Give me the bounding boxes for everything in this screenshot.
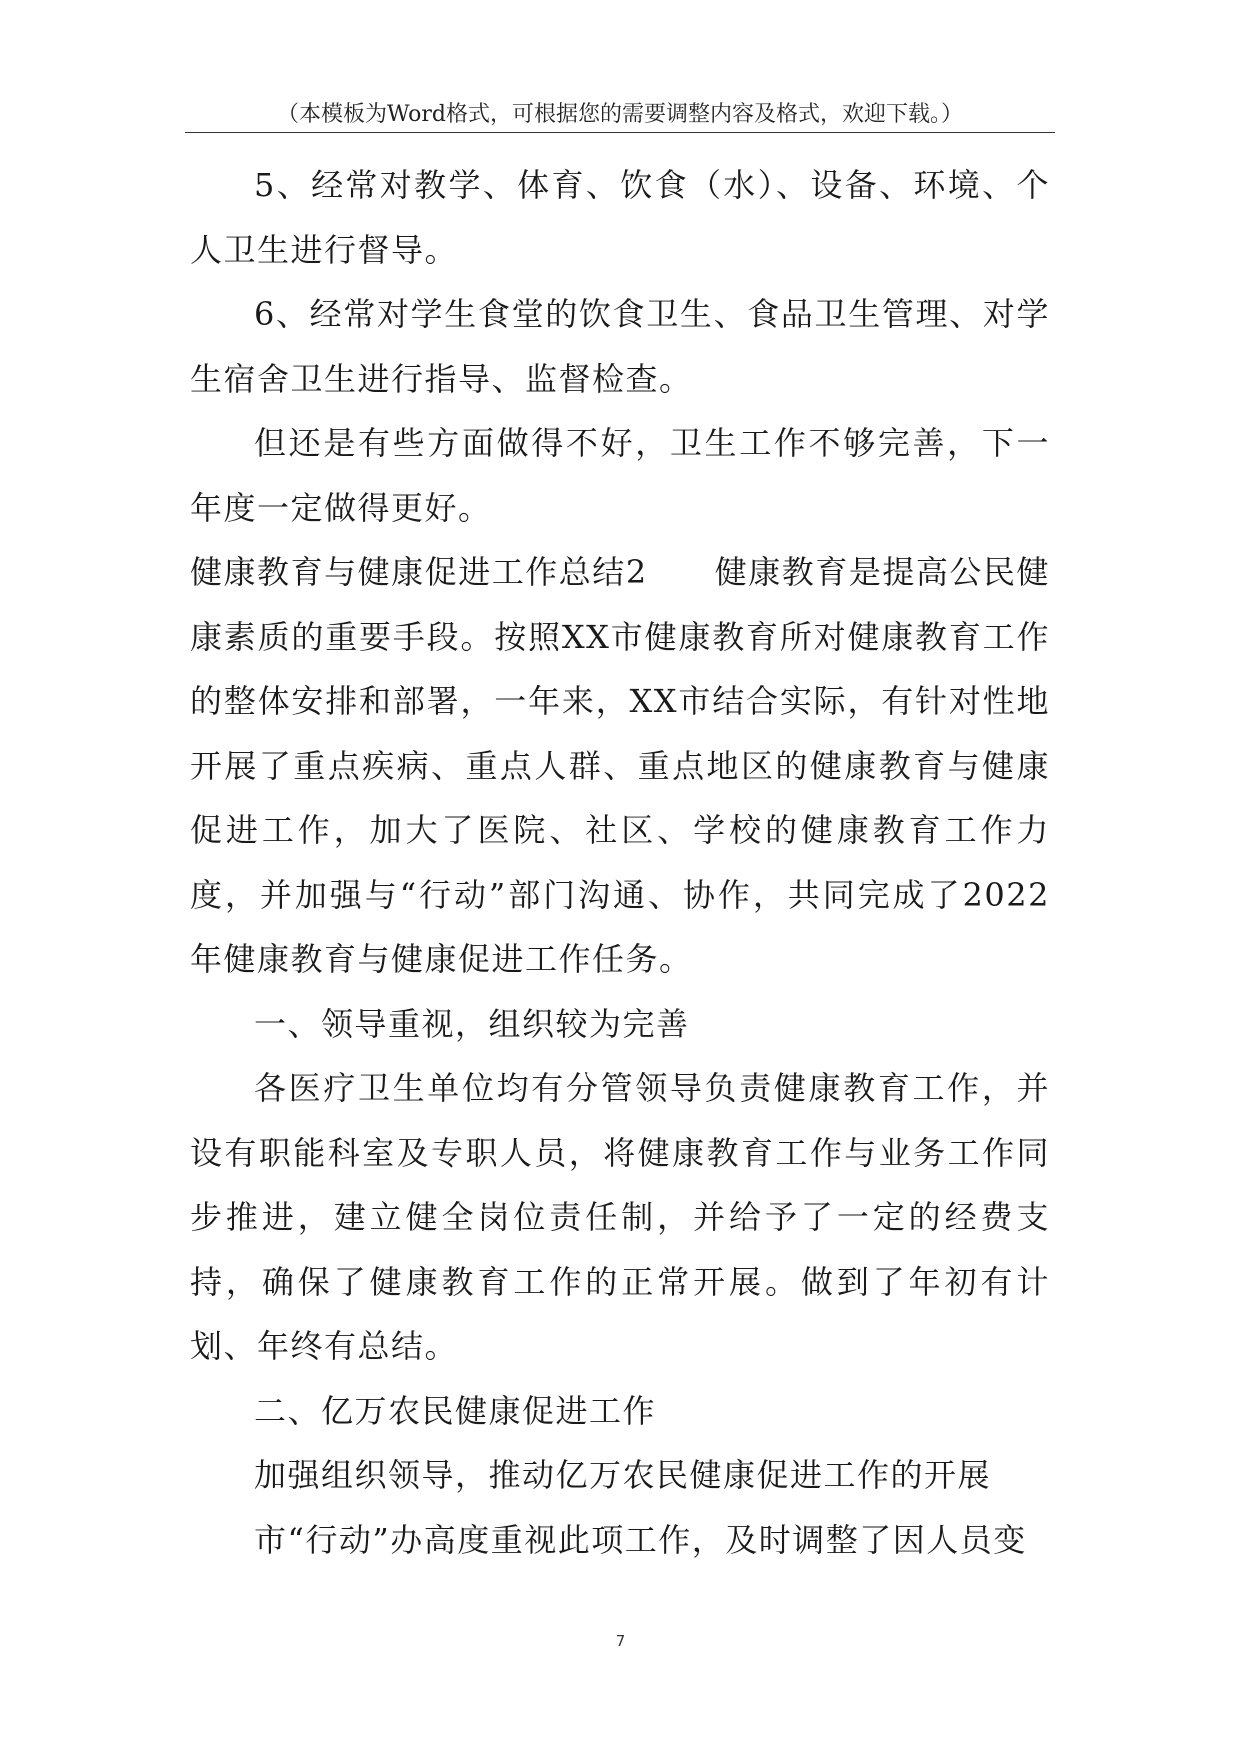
- section-heading: 二、亿万农民健康促进工作: [254, 1391, 657, 1430]
- section-title-paragraph: 健康教育与健康促进工作总结2 健康教育是提高公民健康素质的重要手段。按照XX市健康教育所对健康教育工作的整体安排和部署，一年来，XX市结合实际，有针对性地开展了重点疾病、重点人群、重点地区的健康教育与健康促进工作，加大了医院、社区、学校的健康教育工作力度，并加强与“行动”部门沟通、协作，共同完成了2022年健康教育与健康促进工作任务。: [190, 553, 1050, 978]
- paragraph: 加强组织领导，推动亿万农民健康促进工作的开展: [254, 1456, 992, 1494]
- document-body: [190, 153, 1050, 1572]
- paragraph: 市“行动”办高度重视此项工作，及时调整了因人员变: [254, 1520, 1027, 1559]
- paragraph: 各医疗卫生单位均有分管领导负责健康教育工作，并设有职能科室及专职人员，将健康教育工作与业务工作同步推进，建立健全岗位责任制，并给予了一定的经费支持，确保了健康教育工作的正常开展。做到了年初有计划、年终有总结。: [190, 1069, 1050, 1365]
- template-note-header: （本模板为Word格式，可根据您的需要调整内容及格式，欢迎下载。）: [277, 102, 963, 127]
- paragraph: 6、经常对学生食堂的饮食卫生、食品卫生管理、对学生宿舍卫生进行指导、监督检查。: [190, 295, 1050, 398]
- header-divider: [185, 132, 1055, 133]
- page-number: 7: [615, 1632, 626, 1650]
- section-heading: 一、领导重视，组织较为完善: [254, 1004, 690, 1043]
- paragraph: 但还是有些方面做得不好，卫生工作不够完善，下一年度一定做得更好。: [190, 424, 1050, 527]
- paragraph: 5、经常对教学、体育、饮食（水）、设备、环境、个人卫生进行督导。: [190, 166, 1050, 269]
